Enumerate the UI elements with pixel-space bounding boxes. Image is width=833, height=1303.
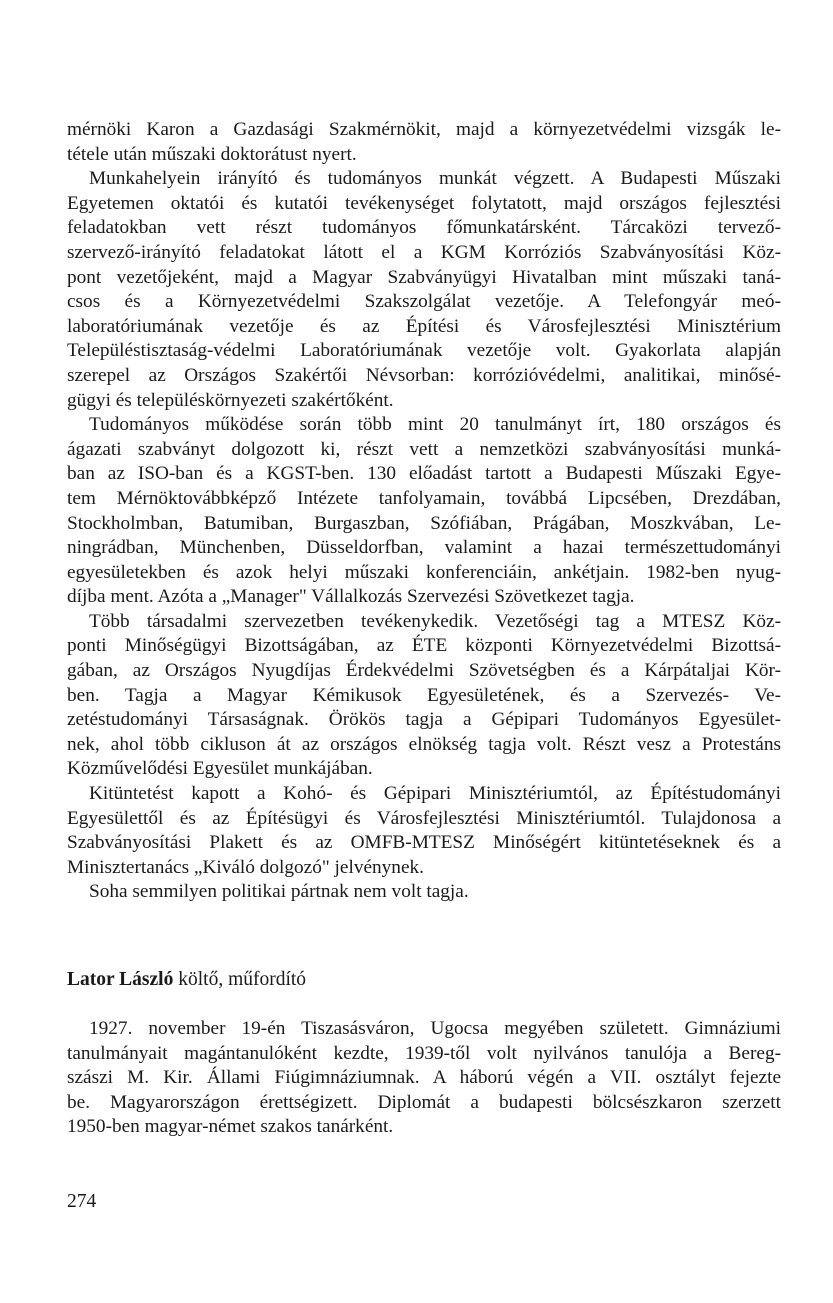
text-line: Szabványosítási Plakett és az OMFB-MTESZ Minőségért kitüntetéseknek és a [67, 832, 781, 854]
page-number: 274 [67, 1191, 97, 1212]
paragraph [67, 413, 781, 610]
paragraph [67, 880, 781, 905]
text-line: Egyesülettől és az Építésügyi és Városfejlesztési Minisztériumtól. Tulajdonosa a [67, 807, 781, 829]
text-line: tem Mérnöktovábbképző Intézete tanfolyamain, továbbá Lipcsében, Drezdában, [67, 487, 781, 509]
text-line: nek, ahol több cikluson át az országos elnökség tagja volt. Részt vesz a Protestáns [67, 733, 781, 755]
text-line: csos és a Környezetvédelmi Szakszolgálat vezetője. A Telefongyár meó- [67, 291, 781, 313]
text-line: gügyi és településkörnyezeti szakértőként. [67, 389, 394, 411]
text-line: szervező-irányító feladatokat látott el a KGM Korróziós Szabványosítási Köz- [67, 241, 781, 263]
text-line: ponti Minőségügyi Bizottságában, az ÉTE központi Környezetvédelmi Bizottsá- [67, 635, 781, 657]
text-line: Tudományos működése során több mint 20 tanulmányt írt, 180 országos és [89, 414, 781, 436]
page-text [67, 118, 781, 1140]
text-line: szászi M. Kir. Állami Fiúgimnáziumnak. A háború végén a VII. osztályt fejezte [67, 1067, 781, 1089]
text-line: zetéstudományi Társaságnak. Örökös tagja a Gépipari Tudományos Egyesület- [67, 709, 781, 731]
paragraph [67, 610, 781, 782]
paragraph [67, 1017, 781, 1140]
text-line: díjba ment. Azóta a „Manager" Vállalkozás Szervezési Szövetkezet tagja. [67, 586, 635, 608]
text-line: be. Magyarországon érettségizett. Diplomát a budapesti bölcsészkaron szerzett [67, 1091, 781, 1113]
entry-heading [67, 967, 781, 993]
text-line: Minisztertanács „Kiváló dolgozó" jelvénynek. [67, 856, 424, 878]
paragraph [67, 118, 781, 167]
text-line: Munkahelyein irányító és tudományos munkát végzett. A Budapesti Műszaki [89, 168, 781, 190]
text-line: Közművelődési Egyesület munkájában. [67, 758, 373, 780]
text-line: egyesületekben és azok helyi műszaki konferenciáin, ankétjain. 1982-ben nyug- [67, 561, 781, 583]
text-line: mérnöki Karon a Gazdasági Szakmérnökit, majd a környezetvédelmi vizsgák le- [67, 119, 781, 140]
text-line: Stockholmban, Batumiban, Burgaszban, Szófiában, Prágában, Moszkvában, Le- [67, 512, 781, 534]
text-line: 1927. november 19-én Tiszasásváron, Ugocsa megyében született. Gimnáziumi [89, 1018, 781, 1039]
text-line: szerepel az Országos Szakértői Névsorban: korrózióvédelmi, analitikai, minősé- [67, 364, 781, 386]
text-line: ben. Tagja a Magyar Kémikusok Egyesületének, és a Szervezés- Ve- [67, 684, 781, 706]
text-line: tanulmányait magántanulóként kezdte, 1939-től volt nyilvános tanulója a Bereg- [67, 1042, 781, 1064]
text-line: Soha semmilyen politikai pártnak nem volt tagja. [89, 881, 469, 903]
entry-biography-text [67, 1017, 781, 1140]
text-line: Egyetemen oktatói és kutatói tevékenységet folytatott, majd országos fejlesztési [67, 192, 781, 214]
text-line: Településtisztaság-védelmi Laboratóriumának vezetője volt. Gyakorlata alapján [67, 340, 781, 362]
entry-role: költő, műfordító [178, 969, 307, 990]
text-line: ágazati szabványt dolgozott ki, részt vett a nemzetközi szabványosítási munká- [67, 438, 781, 460]
text-line: ban az ISO-ban és a KGST-ben. 130 előadást tartott a Budapesti Műszaki Egye- [67, 463, 781, 485]
paragraph [67, 167, 781, 413]
text-line: feladatokban vett részt tudományos főmunkatársként. Tárcaközi tervező- [67, 217, 781, 239]
text-line: laboratóriumának vezetője és az Építési és Városfejlesztési Minisztérium [67, 315, 781, 337]
entry-name: Lator László [67, 969, 174, 990]
text-line: tétele után műszaki doktorátust nyert. [67, 143, 357, 165]
text-line: pont vezetőjeként, majd a Magyar Szabványügyi Hivatalban mint műszaki taná- [67, 266, 781, 288]
text-line: Kitüntetést kapott a Kohó- és Gépipari Minisztériumtól, az Építéstudományi [89, 783, 781, 805]
text-line: ningrádban, Münchenben, Düsseldorfban, valamint a hazai természettudományi [67, 537, 781, 559]
text-line: 1950-ben magyar-német szakos tanárként. [67, 1116, 394, 1138]
biography-text [67, 118, 781, 905]
text-line: Több társadalmi szervezetben tevékenykedik. Vezetőségi tag a MTESZ Köz- [89, 610, 781, 632]
text-line: gában, az Országos Nyugdíjas Érdekvédelmi Szövetségben és a Kárpátaljai Kör- [67, 660, 781, 682]
paragraph [67, 782, 781, 880]
